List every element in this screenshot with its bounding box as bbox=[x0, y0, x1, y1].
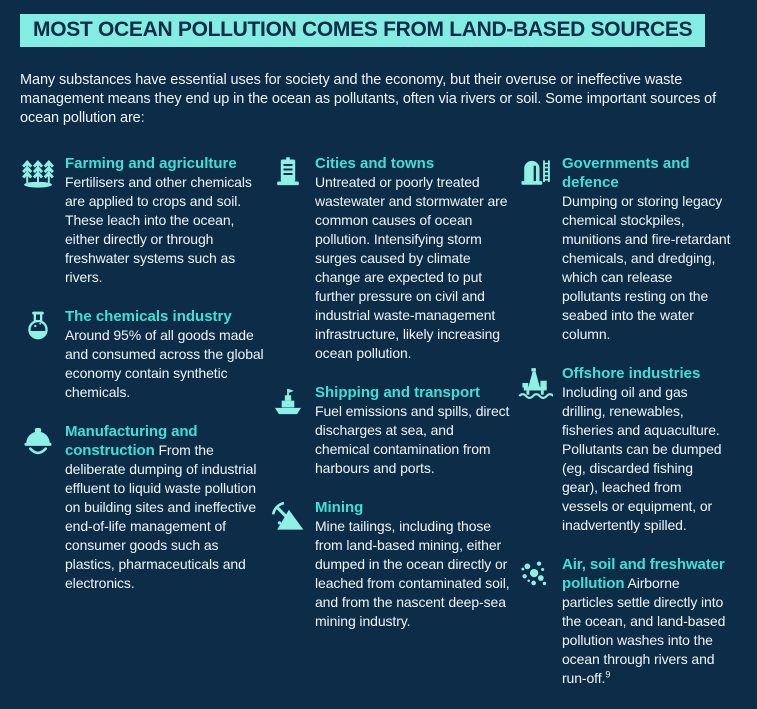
source-body: Fuel emissions and spills, direct discharges at sea, and chemical contamination from harbours and ports. bbox=[315, 403, 510, 477]
source-heading: Mining bbox=[315, 499, 364, 517]
hard-hat-icon bbox=[20, 423, 56, 459]
source-body bbox=[65, 422, 264, 593]
source-heading: The chemicals industry bbox=[65, 308, 232, 326]
source-item-farming bbox=[20, 154, 270, 287]
intro-paragraph: Many substances have essential uses for society and the economy, but their overuse or ineffective waste management means they end up in the ocean as pollutants, often via rivers or soil. Some important sources of ocean pollution are: bbox=[20, 72, 717, 127]
source-body: Dumping or storing legacy chemical stockpiles, munitions and fire-retardant chemicals, and dredging, which can release pollutants resting on the seabed into the water column. bbox=[562, 193, 731, 343]
source-heading: Manufacturing and construction bbox=[65, 423, 198, 460]
source-heading: Offshore industries bbox=[562, 365, 701, 383]
particles-icon bbox=[517, 556, 553, 592]
column-3 bbox=[517, 154, 737, 708]
pickaxe-icon bbox=[270, 499, 306, 535]
ship-icon bbox=[270, 384, 306, 420]
column-2 bbox=[270, 154, 517, 708]
source-heading: Farming and agriculture bbox=[65, 155, 237, 173]
source-item-manufacturing bbox=[20, 422, 270, 593]
source-item-offshore bbox=[517, 364, 737, 535]
source-body: Including oil and gas drilling, renewables, fisheries and aquaculture. Pollutants can be dumped (eg, discarded fishing gear), leached from vessels or equipment, or inadvertently spilled. bbox=[562, 384, 722, 534]
source-item-mining bbox=[270, 498, 517, 631]
building-icon bbox=[270, 155, 306, 191]
source-heading: Governments and defence bbox=[562, 155, 690, 192]
footnote-marker: 9 bbox=[605, 669, 611, 680]
flask-icon bbox=[20, 308, 56, 344]
wheat-icon bbox=[20, 155, 56, 191]
source-item-air-soil-freshwater bbox=[517, 555, 737, 688]
source-body: Mine tailings, including those from land-based mining, either dumped in the ocean directly or leached from contaminated soil, and from the nascent deep-sea mining industry. bbox=[315, 518, 510, 630]
source-heading: Cities and towns bbox=[315, 155, 435, 173]
storage-tank-icon bbox=[517, 155, 553, 191]
source-body: Untreated or poorly treated wastewater and stormwater are common causes of ocean pollution. Intensifying storm surges caused by climate change are expected to put further pressure on civil and industrial waste-management infrastructure, likely increasing ocean pollution. bbox=[315, 174, 508, 362]
source-item-cities bbox=[270, 154, 517, 363]
page-title: MOST OCEAN POLLUTION COMES FROM LAND-BASED SOURCES bbox=[20, 14, 705, 47]
source-body-text: From the deliberate dumping of industrial effluent to liquid waste pollution on building sites and ineffective end-of-life management of consumer goods such as plastics, pharmaceuticals and electronics. bbox=[65, 442, 257, 592]
column-1 bbox=[20, 154, 270, 708]
oil-rig-icon bbox=[517, 365, 553, 401]
source-item-chemicals bbox=[20, 307, 270, 402]
source-item-governments bbox=[517, 154, 737, 344]
source-heading: Shipping and transport bbox=[315, 384, 480, 402]
source-body bbox=[562, 555, 731, 688]
source-body: Around 95% of all goods made and consumed across the global economy contain synthetic chemicals. bbox=[65, 327, 264, 401]
source-body: Fertilisers and other chemicals are applied to crops and soil. These leach into the ocean, either directly or through freshwater systems such as rivers. bbox=[65, 174, 252, 286]
source-body-text: Airborne particles settle directly into the ocean, and land-based pollution washes into the ocean through rivers and run-off. bbox=[562, 575, 726, 687]
sources-grid bbox=[20, 154, 737, 708]
source-item-shipping bbox=[270, 383, 517, 478]
source-heading: Air, soil and freshwater pollution bbox=[562, 556, 725, 593]
